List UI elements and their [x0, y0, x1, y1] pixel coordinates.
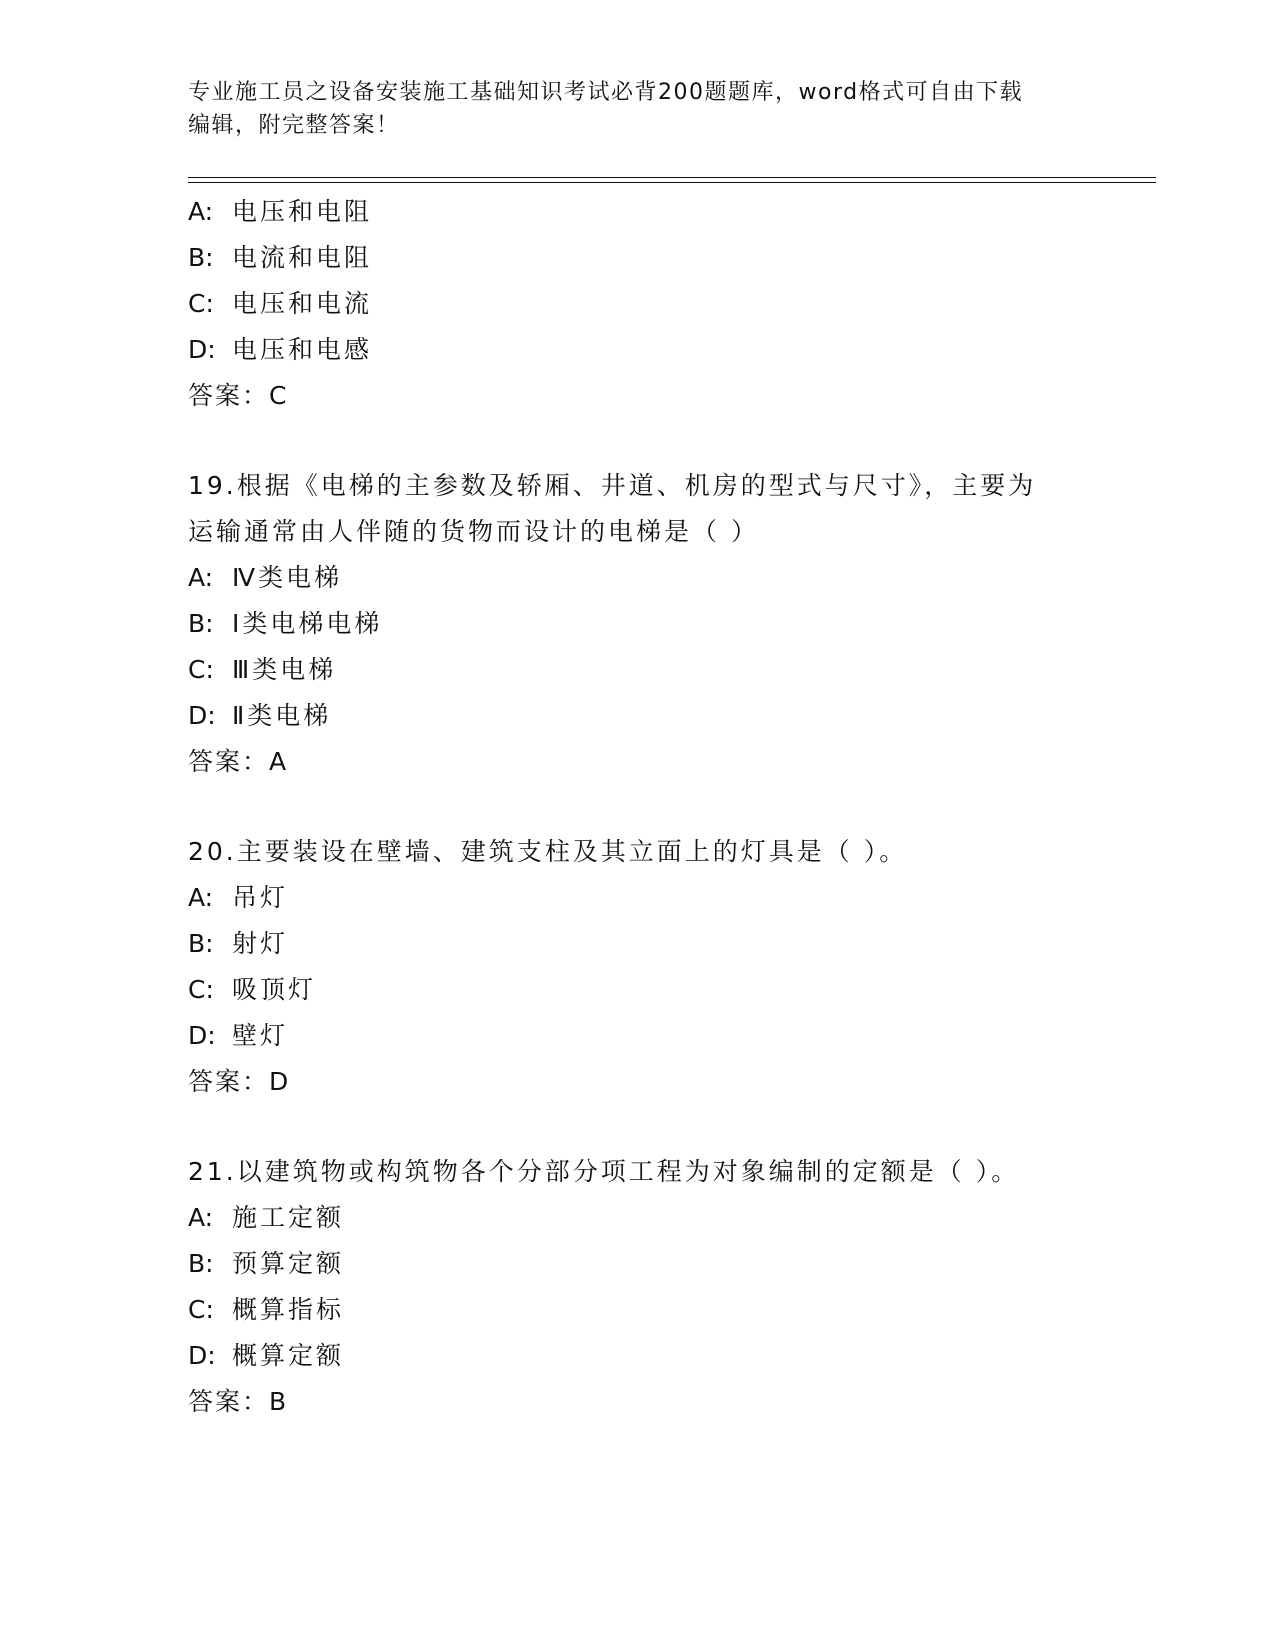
option-text: 施工定额: [232, 1203, 345, 1232]
option-text: 预算定额: [232, 1249, 345, 1278]
option-a: [188, 875, 1148, 921]
option-d: [188, 1333, 1148, 1379]
option-b: [188, 235, 1148, 281]
answer-line: 答案：B: [188, 1387, 289, 1416]
question-21: [188, 1149, 1148, 1425]
option-a: [188, 1195, 1148, 1241]
question-stem-line-1: 19.根据《电梯的主参数及轿厢、井道、机房的型式与尺寸》，主要为: [188, 471, 1037, 500]
question-20: [188, 829, 1148, 1105]
option-letter: B:: [188, 1249, 214, 1278]
option-text: Ⅰ类电梯电梯: [232, 609, 383, 638]
option-a: [188, 189, 1148, 235]
option-letter: D:: [188, 335, 216, 364]
option-c: [188, 1287, 1148, 1333]
option-letter: C:: [188, 655, 214, 684]
option-letter: A:: [188, 883, 214, 912]
option-text: 吸顶灯: [232, 975, 317, 1004]
option-letter: A:: [188, 197, 214, 226]
option-text: Ⅱ类电梯: [232, 701, 332, 730]
option-text: Ⅳ类电梯: [232, 563, 343, 592]
option-letter: B:: [188, 609, 214, 638]
question-stem: [188, 829, 1088, 875]
option-letter: A:: [188, 563, 214, 592]
option-letter: D:: [188, 1021, 216, 1050]
option-text: 射灯: [232, 929, 289, 958]
question-stem-line-2: 运输通常由人伴随的货物而设计的电梯是（ ）: [188, 517, 759, 546]
question-stem: [188, 1149, 1088, 1195]
option-text: 电流和电阻: [232, 243, 373, 272]
option-d: [188, 693, 1148, 739]
option-text: 壁灯: [232, 1021, 289, 1050]
answer-line: 答案：A: [188, 747, 289, 776]
option-b: [188, 601, 1148, 647]
option-d: [188, 1013, 1148, 1059]
option-text: 概算指标: [232, 1295, 345, 1324]
option-text: 电压和电感: [232, 335, 373, 364]
option-letter: B:: [188, 243, 214, 272]
question-stem: [188, 463, 1088, 555]
option-text: Ⅲ类电梯: [232, 655, 337, 684]
question-18: [188, 189, 1148, 419]
option-c: [188, 647, 1148, 693]
option-letter: C:: [188, 1295, 214, 1324]
option-letter: C:: [188, 289, 214, 318]
option-text: 电压和电阻: [232, 197, 373, 226]
header-divider-bottom: [188, 182, 1156, 183]
option-d: [188, 327, 1148, 373]
option-letter: D:: [188, 701, 216, 730]
option-letter: C:: [188, 975, 214, 1004]
question-list: [188, 189, 1148, 1425]
option-a: [188, 555, 1148, 601]
option-b: [188, 921, 1148, 967]
question-19: [188, 463, 1148, 785]
header-line-2: 编辑，附完整答案！: [188, 113, 400, 138]
option-b: [188, 1241, 1148, 1287]
header-line-1: 专业施工员之设备安装施工基础知识考试必背200题题库，word格式可自由下载: [188, 80, 1024, 105]
answer-line: 答案：D: [188, 1067, 291, 1096]
option-c: [188, 967, 1148, 1013]
answer-line: 答案：C: [188, 381, 289, 410]
option-letter: B:: [188, 929, 214, 958]
question-stem-line-1: 21.以建筑物或构筑物各个分部分项工程为对象编制的定额是（ ）。: [188, 1157, 1020, 1186]
option-letter: A:: [188, 1203, 214, 1232]
option-c: [188, 281, 1148, 327]
question-stem-line-1: 20.主要装设在壁墙、建筑支柱及其立面上的灯具是（ ）。: [188, 837, 908, 866]
option-text: 电压和电流: [232, 289, 373, 318]
document-header: [188, 76, 1068, 142]
header-divider-top: [188, 177, 1156, 178]
option-text: 概算定额: [232, 1341, 345, 1370]
option-letter: D:: [188, 1341, 216, 1370]
option-text: 吊灯: [232, 883, 289, 912]
